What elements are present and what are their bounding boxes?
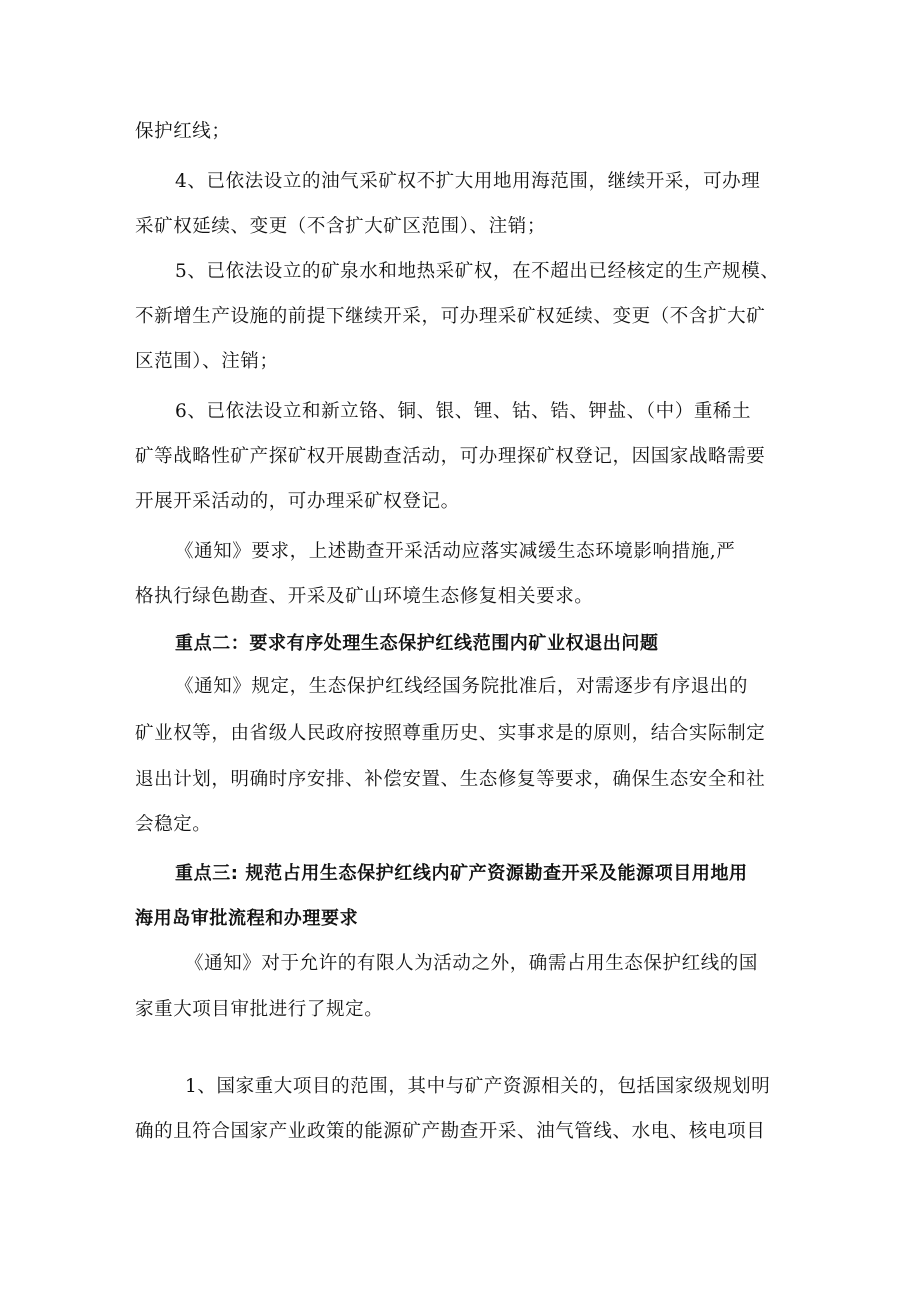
paragraph-line: 1、国家重大项目的范围，其中与矿产资源相关的，包括国家级规划明	[185, 1076, 771, 1097]
section-heading: 重点二：要求有序处理生态保护红线范围内矿业权退出问题	[175, 633, 659, 654]
paragraph-line: 6、已依法设立和新立铬、铜、银、锂、钴、锆、钾盐、（中）重稀土	[175, 401, 752, 422]
paragraph-line: 不新增生产设施的前提下继续开采，可办理采矿权延续、变更（不含扩大矿	[135, 306, 766, 327]
section-heading: 重点三: 规范占用生态保护红线内矿产资源勘查开采及能源项目用地用	[175, 863, 748, 884]
paragraph-line: 矿等战略性矿产探矿权开展勘查活动，可办理探矿权登记，因国家战略需要	[135, 446, 766, 467]
paragraph-line: 开展开采活动的，可办理采矿权登记。	[135, 491, 460, 512]
paragraph-line: 保护红线；	[135, 121, 231, 142]
paragraph-line: 《通知》要求，上述勘查开采活动应落实减缓生态环境影响措施,严	[175, 541, 736, 562]
paragraph-line: 格执行绿色勘查、开采及矿山环境生态修复相关要求。	[135, 586, 594, 607]
paragraph-line: 4、已依法设立的油气采矿权不扩大用地用海范围，继续开采，可办理	[175, 171, 761, 192]
paragraph-line: 家重大项目审批进行了规定。	[135, 999, 384, 1020]
paragraph-line: 会稳定。	[135, 814, 212, 835]
paragraph-line: 矿业权等，由省级人民政府按照尊重历史、实事求是的原则，结合实际制定	[135, 723, 766, 744]
paragraph-line: 区范围）、注销；	[135, 351, 279, 372]
paragraph-line: 退出计划，明确时序安排、补偿安置、生态修复等要求，确保生态安全和社	[135, 769, 766, 790]
paragraph-line: 5、已依法设立的矿泉水和地热采矿权，在不超出已经核定的生产规模、	[175, 261, 780, 282]
section-heading: 海用岛审批流程和办理要求	[135, 908, 359, 929]
paragraph-line: 确的且符合国家产业政策的能源矿产勘查开采、油气管线、水电、核电项目	[135, 1121, 766, 1142]
paragraph-line: 《通知》对于允许的有限人为活动之外，确需占用生态保护红线的国	[185, 953, 759, 974]
paragraph-line: 采矿权延续、变更（不含扩大矿区范围）、注销；	[135, 216, 546, 237]
paragraph-line: 《通知》规定，生态保护红线经国务院批准后，对需逐步有序退出的	[175, 676, 749, 697]
